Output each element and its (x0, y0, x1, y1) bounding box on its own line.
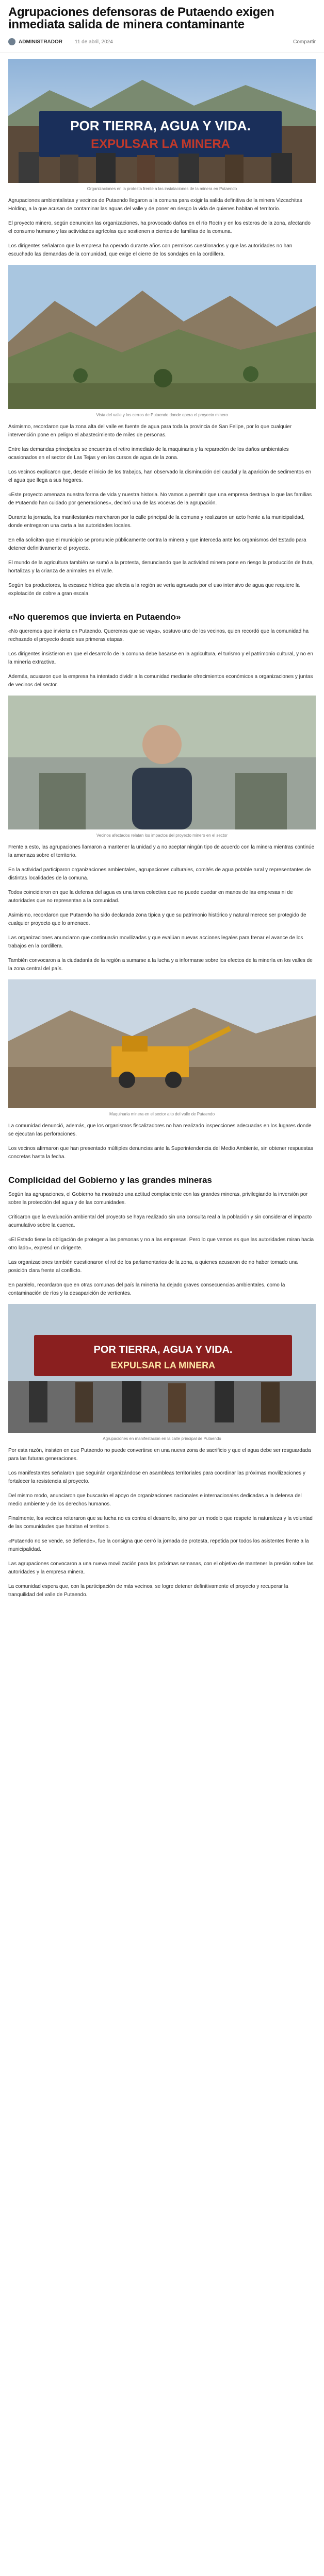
banner-text-line1: POR TIERRA, AGUA Y VIDA. (70, 118, 251, 133)
article-meta (0, 31, 324, 53)
author-avatar (8, 38, 15, 45)
protest-photo-image (8, 59, 316, 183)
paragraph: Las organizaciones anunciaron que continuarán movilizadas y que evalúan nuevas acciones legales para frenar el avance de los trabajos en la cordillera. (8, 935, 303, 949)
paragraph: Según las agrupaciones, el Gobierno ha mostrado una actitud complaciente con las grandes mineras, privilegiando la inversión por sobre la protección del agua y de las comunidades. (8, 1192, 308, 1206)
photo-caption: Agrupaciones en manifestación en la calle principal de Putaendo (103, 1436, 221, 1441)
photo-caption: Vista del valle y los cerros de Putaendo donde opera el proyecto minero (96, 413, 228, 417)
article-end (0, 1605, 324, 1609)
section-heading: Complicidad del Gobierno y las grandes mineras (8, 1175, 212, 1185)
paragraph: Finalmente, los vecinos reiteraron que su lucha no es contra el desarrollo, sino por un modelo que respete la naturaleza y la voluntad de las comunidades que habitan el territorio. (8, 1516, 313, 1530)
paragraph: Las organizaciones también cuestionaron el rol de los parlamentarios de la zona, a quienes acusaron de no haber tomado una posición clara frente al conflicto. (8, 1260, 298, 1274)
paragraph: Según los productores, la escasez hídrica que afecta a la región se vería agravada por el uso intensivo de agua que requiere la explotación de cobre a gran escala. (8, 583, 300, 597)
landscape-photo (8, 265, 316, 409)
paragraph: La comunidad espera que, con la participación de más vecinos, se logre detener definitivamente el proyecto y recuperar la tranquilidad del valle de Putaendo. (8, 1584, 288, 1598)
photo-caption: Organizaciones en la protesta frente a las instalaciones de la minera en Putaendo (87, 187, 237, 191)
paragraph: Los dirigentes insistieron en que el desarrollo de la comuna debe basarse en la agricultura, el turismo y el patrimonio cultural, y no en la minería extractiva. (8, 651, 313, 665)
paragraph: Asimismo, recordaron que Putaendo ha sido declarada zona típica y que su patrimonio histórico y natural merece ser protegido de cualquier proyecto que lo amenace. (8, 912, 306, 926)
paragraph: En paralelo, recordaron que en otras comunas del país la minería ha dejado graves consecuencias ambientales, como la contaminación de ríos y la desaparición de vertientes. (8, 1282, 285, 1296)
paragraph: El proyecto minero, según denuncian las organizaciones, ha provocado daños en el río Rocín y en los esteros de la zona, afectando el consumo humano y las actividades agrícolas que sostienen a cientos de familias de la comuna. (8, 221, 311, 234)
section-heading: «No queremos que invierta en Putaendo» (8, 612, 181, 622)
paragraph: En ella solicitan que el municipio se pronuncie públicamente contra la minera y que interceda ante los organismos del Estado para detener definitivamente el proyecto. (8, 537, 306, 551)
paragraph: Del mismo modo, anunciaron que buscarán el apoyo de organizaciones nacionales e internacionales dedicadas a la defensa del medio ambiente y de los derechos humanos. (8, 1493, 302, 1507)
paragraph: Asimismo, recordaron que la zona alta del valle es fuente de agua para toda la provincia de San Felipe, por lo que cualquier intervención pone en peligro el abastecimiento de miles de personas. (8, 424, 292, 438)
publish-date: 11 de abril, 2024 (75, 39, 113, 45)
street-protest-photo-image (8, 1304, 316, 1433)
paragraph: Criticaron que la evaluación ambiental del proyecto se haya realizado sin una consulta real a la población y sin considerar el impacto acumulativo sobre la cuenca. (8, 1214, 312, 1228)
landscape-photo-image (8, 265, 316, 409)
paragraph: Los manifestantes señalaron que seguirán organizándose en asambleas territoriales para coordinar las próximas movilizaciones y fortalecer la resistencia al proyecto. (8, 1470, 305, 1484)
paragraph: «Este proyecto amenaza nuestra forma de vida y nuestra historia. No vamos a permitir que una empresa destruya lo que las familias de Putaendo han cuidado por generaciones», declaró una de las voceras de la agrupación. (8, 492, 312, 506)
photo-caption: Maquinaria minera en el sector alto del valle de Putaendo (109, 1112, 215, 1116)
paragraph: Durante la jornada, los manifestantes marcharon por la calle principal de la comuna y realizaron un acto frente a la municipalidad, donde entregaron una carta a las autoridades locales. (8, 515, 305, 529)
paragraph: Frente a esto, las agrupaciones llamaron a mantener la unidad y a no aceptar ningún tipo de acuerdo con la minera mientras continúe la amenaza sobre el territorio. (8, 844, 315, 858)
paragraph: «No queremos que invierta en Putaendo. Queremos que se vaya», sostuvo uno de los vecinos, quien recordó que la comunidad ha rechazado el proyecto desde sus primeras etapas. (8, 629, 309, 642)
protest-photo (8, 59, 316, 183)
paragraph: Todos coincidieron en que la defensa del agua es una tarea colectiva que no puede quedar en manos de las empresas ni de autoridades que no representan a la comunidad. (8, 890, 293, 904)
paragraph: La comunidad denunció, además, que los organismos fiscalizadores no han realizado inspecciones adecuadas en los lugares donde se ejecutan las perforaciones. (8, 1123, 312, 1137)
paragraph: Por esta razón, insisten en que Putaendo no puede convertirse en una nueva zona de sacrificio y que el agua debe ser resguardada para las futuras generaciones. (8, 1448, 311, 1462)
photo-caption: Vecinos afectados relatan los impactos del proyecto minero en el sector (96, 833, 228, 838)
paragraph: Las agrupaciones convocaron a una nueva movilización para las próximas semanas, con el objetivo de mantener la presión sobre las autoridades y la empresa minera. (8, 1561, 314, 1575)
author-name[interactable]: ADMINISTRADOR (19, 39, 62, 45)
paragraph: Los vecinos afirmaron que han presentado múltiples denuncias ante la Superintendencia del Medio Ambiente, sin obtener respuestas concretas hasta la fecha. (8, 1146, 313, 1160)
street-banner-line2: EXPULSAR LA MINERA (110, 1360, 216, 1370)
paragraph: En la actividad participaron organizaciones ambientales, agrupaciones culturales, comités de agua potable rural y representantes de distintas localidades de la comuna. (8, 867, 311, 881)
article-title: Agrupaciones defensoras de Putaendo exigen inmediata salida de minera contaminante (8, 5, 274, 31)
paragraph: «Putaendo no se vende, se defiende», fue la consigna que cerró la jornada de protesta, repetida por todos los asistentes frente a la municipalidad. (8, 1538, 309, 1552)
paragraph: Además, acusaron que la empresa ha intentado dividir a la comunidad mediante ofrecimientos económicos a organizaciones y juntas de vecinos del sector. (8, 674, 313, 688)
street-banner-line1: POR TIERRA, AGUA Y VIDA. (93, 1344, 233, 1355)
paragraph: También convocaron a la ciudadanía de la región a sumarse a la lucha y a informarse sobre los efectos de la minería en los valles de la zona central del país. (8, 958, 313, 972)
machinery-photo (8, 979, 316, 1108)
interview-photo (8, 696, 316, 829)
paragraph: Entre las demandas principales se encuentra el retiro inmediato de la maquinaria y la reparación de los daños ambientales ocasionados en el sector de Las Tejas y en los cursos de agua de la zona. (8, 447, 289, 461)
paragraph: Los vecinos explicaron que, desde el inicio de los trabajos, han observado la disminución del caudal y la aparición de sedimentos en el agua que llega a sus hogares. (8, 469, 312, 483)
interview-photo-image (8, 696, 316, 829)
paragraph: Agrupaciones ambientalistas y vecinos de Putaendo llegaron a la comuna para exigir la salida definitiva de la minera Vizcachitas Holding, a la que acusan de contaminar las aguas del valle y de poner en riesgo la vida de quienes habitan el territorio. (8, 198, 302, 212)
machinery-photo-image (8, 979, 316, 1108)
paragraph: El mundo de la agricultura también se sumó a la protesta, denunciando que la actividad minera pone en riesgo la producción de fruta, hortalizas y la crianza de animales en el valle. (8, 560, 314, 574)
share-button[interactable]: Compartir (293, 39, 316, 45)
banner-text-line2: EXPULSAR LA MINERA (91, 137, 230, 151)
street-protest-photo (8, 1304, 316, 1433)
paragraph: «El Estado tiene la obligación de proteger a las personas y no a las empresas. Pero lo que vemos es que las autoridades miran hacia otro lado», expresó un dirigente. (8, 1237, 314, 1251)
paragraph: Los dirigentes señalaron que la empresa ha operado durante años con permisos cuestionados y que las autoridades no han escuchado las demandas de la comunidad, que exige el cierre de los sondajes en la cordillera. (8, 243, 293, 257)
